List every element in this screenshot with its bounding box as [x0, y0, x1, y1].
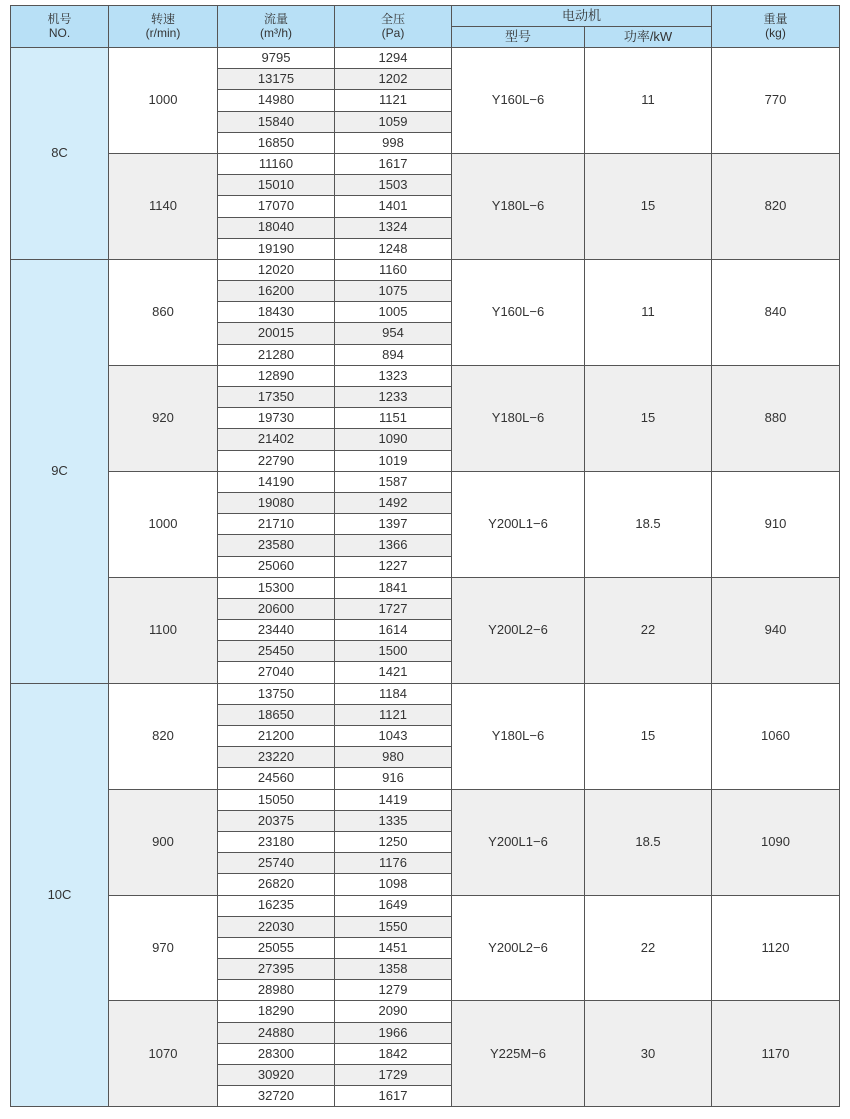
table-row: [11, 365, 840, 386]
pressure-cell: 1233: [335, 387, 452, 408]
motor-model-cell: Y225M−6: [452, 1001, 585, 1107]
pressure-cell: 1294: [335, 48, 452, 69]
header-flow: [218, 6, 335, 48]
flow-cell: 14190: [218, 471, 335, 492]
flow-cell: 23580: [218, 535, 335, 556]
motor-power-cell: 11: [585, 48, 712, 154]
pressure-cell: 998: [335, 132, 452, 153]
flow-cell: 23220: [218, 747, 335, 768]
pressure-cell: 1841: [335, 577, 452, 598]
pressure-cell: 1090: [335, 429, 452, 450]
speed-cell: 900: [109, 789, 218, 895]
header-pressure-label: 全压: [380, 12, 405, 27]
flow-cell: 9795: [218, 48, 335, 69]
speed-cell: 860: [109, 259, 218, 365]
flow-cell: 24560: [218, 768, 335, 789]
flow-cell: 25055: [218, 937, 335, 958]
pressure-cell: 1202: [335, 69, 452, 90]
motor-model-cell: Y200L2−6: [452, 577, 585, 683]
flow-cell: 11160: [218, 153, 335, 174]
motor-model-cell: Y200L1−6: [452, 789, 585, 895]
flow-cell: 15010: [218, 175, 335, 196]
pressure-cell: 1019: [335, 450, 452, 471]
flow-cell: 21402: [218, 429, 335, 450]
pressure-cell: 1279: [335, 980, 452, 1001]
flow-cell: 16235: [218, 895, 335, 916]
speed-cell: 1100: [109, 577, 218, 683]
pressure-cell: 1649: [335, 895, 452, 916]
flow-cell: 20015: [218, 323, 335, 344]
header-weight: [712, 6, 840, 48]
pressure-cell: 1005: [335, 302, 452, 323]
header-machine-no: [11, 6, 109, 48]
pressure-cell: 1397: [335, 514, 452, 535]
header-flow-unit: (m³/h): [260, 25, 292, 40]
header-weight-label: 重量: [763, 12, 788, 27]
table-row: [11, 471, 840, 492]
flow-cell: 22790: [218, 450, 335, 471]
pressure-cell: 1184: [335, 683, 452, 704]
flow-cell: 23440: [218, 620, 335, 641]
pressure-cell: 1324: [335, 217, 452, 238]
pressure-cell: 1587: [335, 471, 452, 492]
flow-cell: 25450: [218, 641, 335, 662]
flow-cell: 15840: [218, 111, 335, 132]
pressure-cell: 1075: [335, 281, 452, 302]
weight-cell: 1060: [712, 683, 840, 789]
flow-cell: 15300: [218, 577, 335, 598]
table-row: [11, 895, 840, 916]
motor-model-cell: Y160L−6: [452, 259, 585, 365]
pressure-cell: 1419: [335, 789, 452, 810]
motor-power-cell: 22: [585, 895, 712, 1001]
machine-no-cell: 10C: [11, 683, 109, 1107]
motor-model-cell: Y200L1−6: [452, 471, 585, 577]
flow-cell: 18040: [218, 217, 335, 238]
motor-model-cell: Y180L−6: [452, 683, 585, 789]
weight-cell: 1170: [712, 1001, 840, 1107]
header-motor-model: 型号: [452, 27, 585, 48]
flow-cell: 24880: [218, 1022, 335, 1043]
pressure-cell: 1842: [335, 1043, 452, 1064]
header-no-label: 机号: [47, 12, 72, 27]
flow-cell: 18650: [218, 704, 335, 725]
flow-cell: 28980: [218, 980, 335, 1001]
pressure-cell: 1614: [335, 620, 452, 641]
pressure-cell: 1492: [335, 492, 452, 513]
pressure-cell: 1250: [335, 831, 452, 852]
pressure-cell: 1098: [335, 874, 452, 895]
fan-spec-table: [10, 5, 840, 1107]
flow-cell: 14980: [218, 90, 335, 111]
pressure-cell: 1160: [335, 259, 452, 280]
header-speed: [109, 6, 218, 48]
header-speed-unit: (r/min): [145, 25, 181, 40]
flow-cell: 16200: [218, 281, 335, 302]
pressure-cell: 1248: [335, 238, 452, 259]
pressure-cell: 1500: [335, 641, 452, 662]
weight-cell: 820: [712, 153, 840, 259]
flow-cell: 21710: [218, 514, 335, 535]
flow-cell: 12020: [218, 259, 335, 280]
pressure-cell: 1227: [335, 556, 452, 577]
pressure-cell: 1176: [335, 853, 452, 874]
flow-cell: 12890: [218, 365, 335, 386]
flow-cell: 21200: [218, 726, 335, 747]
header-flow-label: 流量: [263, 12, 288, 27]
motor-power-cell: 30: [585, 1001, 712, 1107]
speed-cell: 820: [109, 683, 218, 789]
pressure-cell: 1617: [335, 153, 452, 174]
flow-cell: 19190: [218, 238, 335, 259]
machine-no-cell: 9C: [11, 259, 109, 683]
flow-cell: 21280: [218, 344, 335, 365]
pressure-cell: 1617: [335, 1086, 452, 1107]
flow-cell: 20600: [218, 598, 335, 619]
flow-cell: 30920: [218, 1065, 335, 1086]
flow-cell: 25060: [218, 556, 335, 577]
pressure-cell: 1059: [335, 111, 452, 132]
pressure-cell: 1727: [335, 598, 452, 619]
flow-cell: 23180: [218, 831, 335, 852]
flow-cell: 18290: [218, 1001, 335, 1022]
table-row: [11, 1001, 840, 1022]
motor-power-cell: 15: [585, 153, 712, 259]
table-body: [11, 48, 840, 1107]
flow-cell: 28300: [218, 1043, 335, 1064]
pressure-cell: 1121: [335, 704, 452, 725]
pressure-cell: 1043: [335, 726, 452, 747]
motor-power-cell: 15: [585, 365, 712, 471]
pressure-cell: 1401: [335, 196, 452, 217]
weight-cell: 840: [712, 259, 840, 365]
weight-cell: 910: [712, 471, 840, 577]
table-row: [11, 577, 840, 598]
pressure-cell: 1550: [335, 916, 452, 937]
pressure-cell: 1358: [335, 959, 452, 980]
motor-power-cell: 11: [585, 259, 712, 365]
pressure-cell: 1366: [335, 535, 452, 556]
speed-cell: 920: [109, 365, 218, 471]
speed-cell: 970: [109, 895, 218, 1001]
weight-cell: 770: [712, 48, 840, 154]
pressure-cell: 1323: [335, 365, 452, 386]
flow-cell: 13750: [218, 683, 335, 704]
weight-cell: 1120: [712, 895, 840, 1001]
pressure-cell: 916: [335, 768, 452, 789]
flow-cell: 22030: [218, 916, 335, 937]
pressure-cell: 1966: [335, 1022, 452, 1043]
flow-cell: 27395: [218, 959, 335, 980]
flow-cell: 27040: [218, 662, 335, 683]
pressure-cell: 1421: [335, 662, 452, 683]
motor-model-cell: Y200L2−6: [452, 895, 585, 1001]
header-no-en-label: NO.: [48, 25, 71, 40]
motor-power-cell: 18.5: [585, 789, 712, 895]
pressure-cell: 2090: [335, 1001, 452, 1022]
speed-cell: 1070: [109, 1001, 218, 1107]
pressure-cell: 1335: [335, 810, 452, 831]
speed-cell: 1000: [109, 48, 218, 154]
pressure-cell: 1451: [335, 937, 452, 958]
pressure-cell: 1121: [335, 90, 452, 111]
flow-cell: 17070: [218, 196, 335, 217]
motor-model-cell: Y180L−6: [452, 365, 585, 471]
weight-cell: 940: [712, 577, 840, 683]
pressure-cell: 1503: [335, 175, 452, 196]
speed-cell: 1140: [109, 153, 218, 259]
table-row: [11, 683, 840, 704]
header-motor: 电动机: [452, 6, 712, 27]
pressure-cell: 980: [335, 747, 452, 768]
flow-cell: 16850: [218, 132, 335, 153]
flow-cell: 18430: [218, 302, 335, 323]
header-weight-unit: (kg): [765, 25, 786, 40]
header-motor-power: 功率/kW: [585, 27, 712, 48]
flow-cell: 13175: [218, 69, 335, 90]
header-pressure-unit: (Pa): [381, 25, 405, 40]
header-speed-label: 转速: [150, 12, 175, 27]
table-row: [11, 48, 840, 69]
flow-cell: 25740: [218, 853, 335, 874]
motor-power-cell: 15: [585, 683, 712, 789]
pressure-cell: 954: [335, 323, 452, 344]
motor-power-cell: 22: [585, 577, 712, 683]
motor-model-cell: Y180L−6: [452, 153, 585, 259]
table-row: [11, 153, 840, 174]
flow-cell: 26820: [218, 874, 335, 895]
pressure-cell: 1151: [335, 408, 452, 429]
flow-cell: 20375: [218, 810, 335, 831]
pressure-cell: 894: [335, 344, 452, 365]
weight-cell: 1090: [712, 789, 840, 895]
weight-cell: 880: [712, 365, 840, 471]
table-row: [11, 789, 840, 810]
flow-cell: 17350: [218, 387, 335, 408]
machine-no-cell: 8C: [11, 48, 109, 260]
motor-model-cell: Y160L−6: [452, 48, 585, 154]
flow-cell: 19730: [218, 408, 335, 429]
flow-cell: 19080: [218, 492, 335, 513]
flow-cell: 32720: [218, 1086, 335, 1107]
pressure-cell: 1729: [335, 1065, 452, 1086]
table-header: [11, 6, 840, 48]
flow-cell: 15050: [218, 789, 335, 810]
speed-cell: 1000: [109, 471, 218, 577]
header-pressure: [335, 6, 452, 48]
motor-power-cell: 18.5: [585, 471, 712, 577]
table-row: [11, 259, 840, 280]
